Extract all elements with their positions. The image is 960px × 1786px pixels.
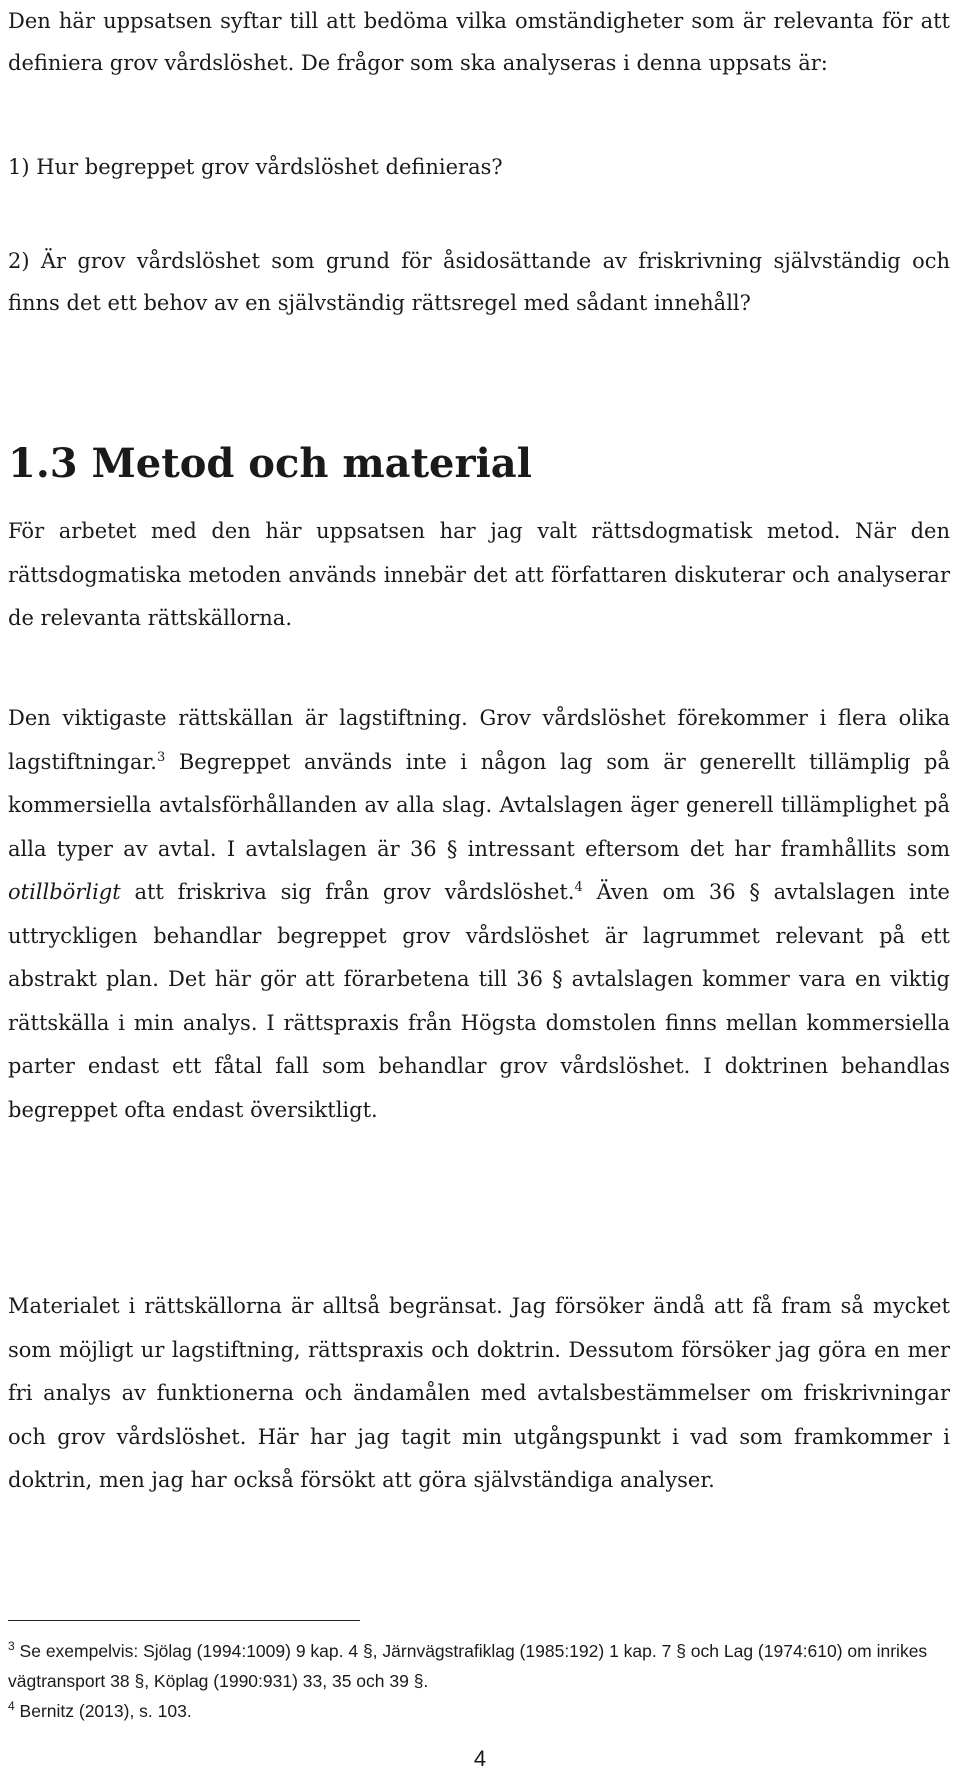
page-number: 4 — [473, 1746, 487, 1771]
footnote-3 — [8, 1636, 950, 1696]
footnote-4-number: 4 — [8, 1699, 15, 1714]
method-paragraph: För arbetet med den här uppsatsen har jag valt rättsdogmatisk metod. När den rättsdogmatiska metoden används innebär det att författaren diskuterar och analyserar de relevanta rättskällorna. — [8, 519, 950, 630]
sources-paragraph — [8, 697, 950, 1132]
sources-text-c: att friskriva sig från grov vårdslöshet. — [120, 880, 575, 904]
intro-paragraph: Den här uppsatsen syftar till att bedöma vilka omständigheter som är relevanta för att definiera grov vårdslöshet. De frågor som ska analyseras i denna uppsats är: — [8, 9, 950, 75]
footnote-divider — [8, 1620, 360, 1621]
research-question-2: 2) Är grov vårdslöshet som grund för åsidosättande av friskrivning självständig och finns det ett behov av en självständig rättsregel med sådant innehåll? — [8, 249, 950, 315]
sources-text-b: Begreppet används inte i någon lag som är generellt tillämplig på kommersiella avtalsförhållanden av alla slag. Avtalslagen äger generell tillämplighet på alla typer av avtal. I avtalslagen är 36 § intressant eftersom det har framhållits som — [8, 749, 950, 861]
section-heading: 1.3 Metod och material — [8, 440, 532, 487]
footnote-3-text: Se exempelvis: Sjölag (1994:1009) 9 kap. 4 §, Järnvägstrafiklag (1985:192) 1 kap. 7 § och Lag (1974:610) om inrikes vägtransport 38 §, Köplag (1990:931) 33, 35 och 39 §. — [8, 1641, 928, 1691]
research-question-1: 1) Hur begreppet grov vårdslöshet definieras? — [8, 155, 503, 179]
emphasis-otillborligt: otillbörligt — [8, 880, 121, 904]
footnote-ref-4[interactable]: 4 — [574, 880, 583, 895]
footnote-4-text: Bernitz (2013), s. 103. — [14, 1701, 192, 1721]
footnote-3-number: 3 — [8, 1639, 15, 1654]
footnote-4 — [8, 1696, 950, 1726]
sources-text-a: Den viktigaste rättskällan är lagstiftning. Grov vårdslöshet förekommer i flera olika lagstiftningar. — [8, 706, 950, 774]
sources-text-d: Även om 36 § avtalslagen inte uttryckligen behandlar begreppet grov vårdslöshet är lagrummet relevant på ett abstrakt plan. Det här gör att förarbetena till 36 § avtalslagen kommer vara en viktig rättskälla i min analys. I rättspraxis från Högsta domstolen finns mellan kommersiella parter endast ett fåtal fall som behandlar grov vårdslöshet. I doktrinen behandlas begreppet ofta endast översiktligt. — [8, 880, 950, 1122]
footnotes — [8, 1636, 950, 1726]
footnote-ref-3[interactable]: 3 — [156, 749, 166, 765]
material-paragraph: Materialet i rättskällorna är alltså begränsat. Jag försöker ändå att få fram så mycket som möjligt ur lagstiftning, rättspraxis och doktrin. Dessutom försöker jag göra en mer fri analys av funktionerna och ändamålen med avtalsbestämmelser om friskrivningar och grov vårdslöshet. Här har jag tagit min utgångspunkt i vad som framkommer i doktrin, men jag har också försökt att göra självständiga analyser. — [8, 1294, 950, 1492]
